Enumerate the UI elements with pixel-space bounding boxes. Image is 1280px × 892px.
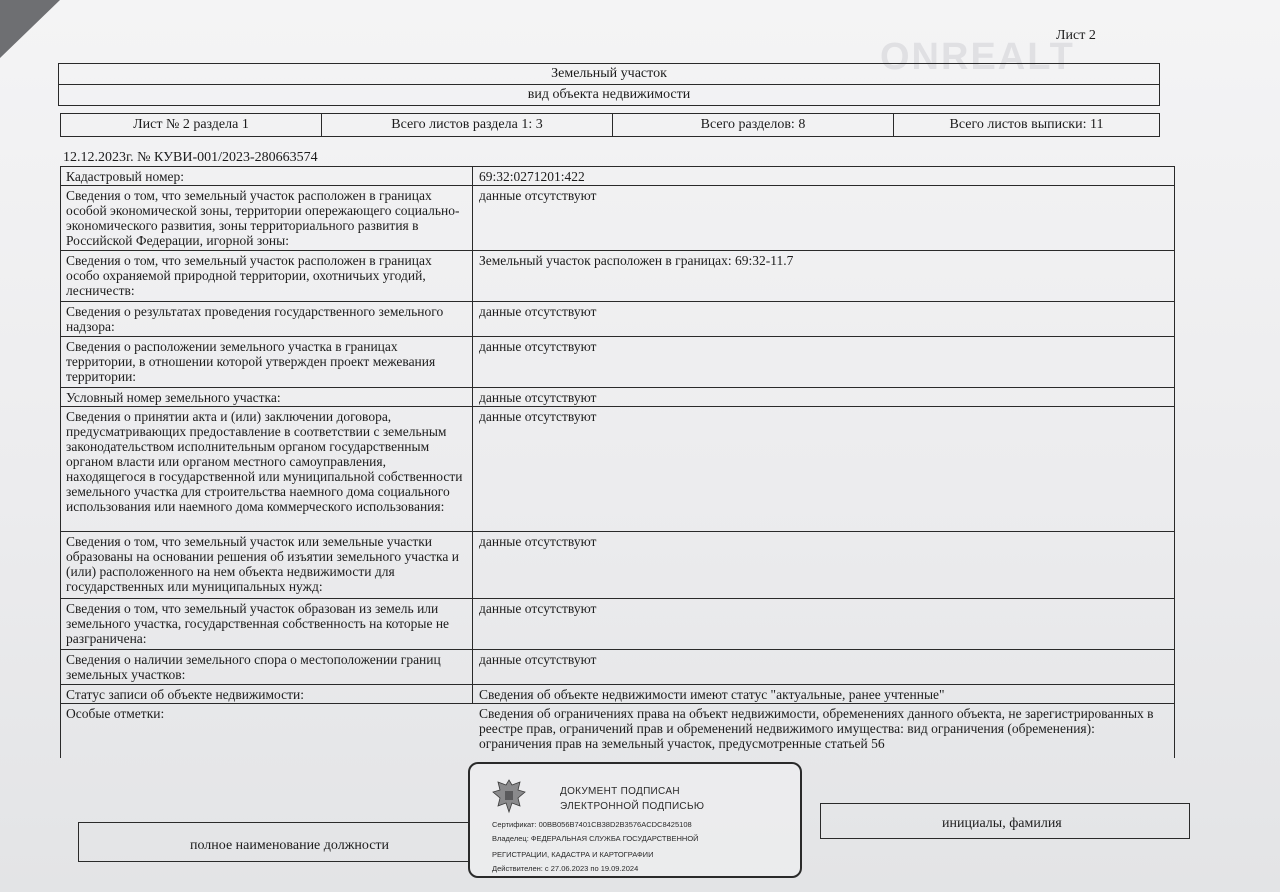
- document-number: 12.12.2023г. № КУВИ-001/2023-280663574: [63, 150, 318, 165]
- table-row: [60, 650, 1175, 685]
- main-table: [60, 150, 1175, 758]
- object-type-caption: вид объекта недвижимости: [527, 87, 691, 102]
- stamp-owner-line2: РЕГИСТРАЦИИ, КАДАСТРА И КАРТОГРАФИИ: [492, 850, 654, 859]
- row-value: 69:32:0271201:422: [479, 169, 585, 184]
- object-type-caption-box: [58, 84, 1160, 106]
- row-label: Сведения о принятии акта и (или) заключении договора, предусматривающих предоставление в соответствии с земельным законодательством исполнительным органом государственным органом власти или органом местного самоуправления, находящегося в государственной или муниципальной собственности земельного участка для строительства наемного дома социального использования или наемного дома коммерческого использования:: [61, 407, 473, 531]
- table-row: [60, 302, 1175, 337]
- position-caption: полное наименование должности: [190, 838, 390, 853]
- stamp-owner-line1: Владелец: ФЕДЕРАЛЬНАЯ СЛУЖБА ГОСУДАРСТВЕННОЙ: [492, 834, 699, 843]
- watermark: ONREALT: [880, 36, 1075, 78]
- table-row: [60, 166, 1175, 186]
- table-row: [60, 251, 1175, 302]
- row-label: Сведения о том, что земельный участок образован из земель или земельного участка, государственная собственность на которые не разграничена:: [61, 599, 473, 649]
- section-sheets-total: Всего листов раздела 1: 3: [322, 114, 613, 136]
- row-label: Сведения о том, что земельный участок расположен в границах особо охраняемой природной территории, охотничьих угодий, лесничеств:: [61, 251, 473, 301]
- row-value: Сведения об ограничениях права на объект недвижимости, обременениях данного объекта, не зарегистрированных в реестре прав, ограничений прав и обременений недвижимого имущества: вид ограничения (обременения): ограничения прав на земельный участок, предусмотренные статьей 56: [479, 706, 1154, 751]
- table-row: [60, 685, 1175, 704]
- table-row: [60, 704, 1175, 758]
- page-curl: [0, 0, 60, 58]
- row-value: данные отсутствуют: [479, 188, 597, 203]
- row-label: Сведения о результатах проведения государственного земельного надзора:: [61, 302, 473, 336]
- object-type-box: [58, 63, 1160, 85]
- row-value: Земельный участок расположен в границах: 69:32-11.7: [479, 253, 794, 268]
- object-type-value: Земельный участок: [551, 66, 667, 81]
- row-label: Особые отметки:: [66, 706, 165, 721]
- row-value: данные отсутствуют: [479, 652, 597, 667]
- row-label: Сведения о том, что земельный участок или земельные участки образованы на основании решения об изъятии земельного участка и (или) расположенного на нем объекта недвижимости для государственных или муниципальных нужд:: [61, 532, 473, 598]
- row-label: Статус записи об объекте недвижимости:: [61, 685, 473, 703]
- name-caption: инициалы, фамилия: [942, 816, 1062, 831]
- stamp-title-line1: ДОКУМЕНТ ПОДПИСАН: [560, 786, 680, 797]
- row-label: Сведения о наличии земельного спора о местоположении границ земельных участков:: [61, 650, 473, 684]
- table-row: [60, 599, 1175, 650]
- electronic-signature-stamp: [468, 762, 802, 878]
- row-value: данные отсутствуют: [479, 339, 597, 354]
- sheet-info-box: [60, 113, 1160, 137]
- row-value: данные отсутствуют: [479, 409, 597, 424]
- row-label: Кадастровый номер:: [61, 167, 473, 185]
- row-label: Условный номер земельного участка:: [61, 388, 473, 406]
- row-value: данные отсутствуют: [479, 390, 597, 405]
- row-label: Сведения о расположении земельного участка в границах территории, в отношении которой утвержден проект межевания территории:: [61, 337, 473, 387]
- row-value: данные отсутствуют: [479, 304, 597, 319]
- extract-sheets-total: Всего листов выписки: 11: [949, 117, 1104, 132]
- stamp-validity: Действителен: с 27.06.2023 по 19.09.2024: [492, 864, 639, 873]
- table-row: [60, 388, 1175, 407]
- sheet-of-section: Лист № 2 раздела 1: [61, 114, 322, 136]
- row-value: Сведения об объекте недвижимости имеют статус "актуальные, ранее учтенные": [479, 687, 945, 702]
- table-row: [60, 407, 1175, 532]
- sheet-label: Лист 2: [1056, 28, 1096, 43]
- eagle-emblem-icon: [490, 776, 528, 816]
- table-row: [60, 186, 1175, 251]
- row-value: данные отсутствуют: [479, 601, 597, 616]
- table-row: [60, 337, 1175, 388]
- row-value: данные отсутствуют: [479, 534, 597, 549]
- stamp-title-line2: ЭЛЕКТРОННОЙ ПОДПИСЬЮ: [560, 801, 705, 812]
- stamp-certificate: Сертификат: 00BB056B7401CB38D2B3576ACDC8425108: [492, 820, 692, 829]
- table-row: [60, 532, 1175, 599]
- sections-total: Всего разделов: 8: [613, 114, 894, 136]
- row-label: Сведения о том, что земельный участок расположен в границах особой экономической зоны, территории опережающего социально-экономического развития, зоны территориального развития в Российской Федерации, игорной зоны:: [61, 186, 473, 250]
